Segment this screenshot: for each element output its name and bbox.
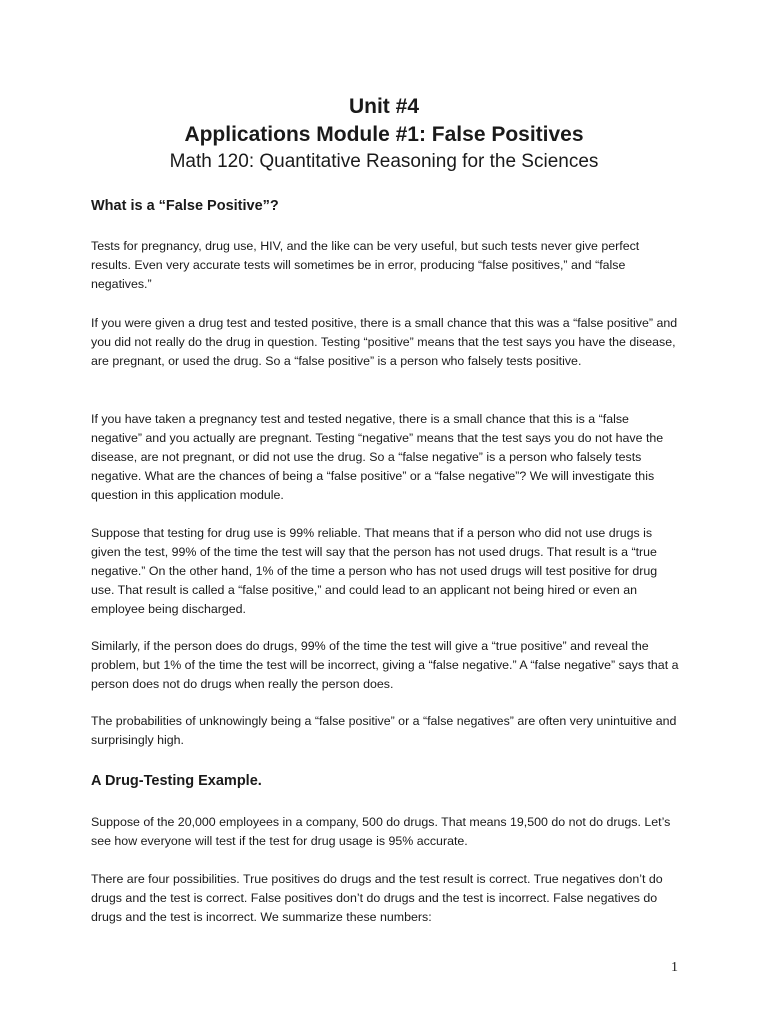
course-title: Math 120: Quantitative Reasoning for the Sciences <box>169 151 599 172</box>
paragraph-false-positive: If you were given a drug test and tested positive, there is a small chance that this was a “false positive” and you did not really do the drug in question. Testing “positive” means that the test says you have the disease, are pregnant, or used the drug. So a “false positive” is a person who falsely tests positive. <box>91 316 678 368</box>
paragraph-probabilities: The probabilities of unknowingly being a “false positive” or a “false negatives” are often very unintuitive and surprisingly high. <box>91 714 677 747</box>
paragraph-intro: Tests for pregnancy, drug use, HIV, and the like can be very useful, but such tests never give perfect results. Even very accurate tests will sometimes be in error, producing “false positives,” and “false negatives.” <box>91 239 640 291</box>
unit-title: Unit #4 <box>348 95 419 118</box>
paragraph-false-negative: If you have taken a pregnancy test and tested negative, there is a small chance that this is a “false negative” and you actually are pregnant. Testing “negative” means that the test says you do not have the disease, are not pregnant, or did not use the drug. So a “false negative” is a person who falsely tests negative. What are the chances of being a “false positive” or a “false negative”? We will investigate this question in this application module. <box>91 412 664 502</box>
section-heading-drug-example: A Drug-Testing Example. <box>91 773 262 789</box>
paragraph-employees: Suppose of the 20,000 employees in a company, 500 do drugs. That means 19,500 do not do drugs. Let’s see how everyone will test if the test for drug usage is 95% accurate. <box>91 815 671 848</box>
paragraph-four-possibilities: There are four possibilities. True positives do drugs and the test result is correct. True negatives don’t do drugs and the test is correct. False positives don’t do drugs and the test is incorrect. False negatives do drugs and the test is incorrect. We summarize these numbers: <box>91 872 663 924</box>
module-title: Applications Module #1: False Positives <box>184 123 584 146</box>
page-number: 1 <box>671 960 678 975</box>
paragraph-true-positive: Similarly, if the person does do drugs, 99% of the time the test will give a “true positive” and reveal the problem, but 1% of the time the test will be incorrect, giving a “false negative.” A “false negative” says that a person does not do drugs when really the person does. <box>91 639 679 691</box>
section-heading-what-is: What is a “False Positive”? <box>91 198 279 214</box>
paragraph-reliability: Suppose that testing for drug use is 99% reliable. That means that if a person who did not use drugs is given the test, 99% of the time the test will say that the person has not used drugs. That result is a “true negative.” On the other hand, 1% of the time a person who has not used drugs will test positive for drug use. That result is called a “false positive,” and could lead to an applicant not being hired or even an employee being discharged. <box>91 526 658 616</box>
